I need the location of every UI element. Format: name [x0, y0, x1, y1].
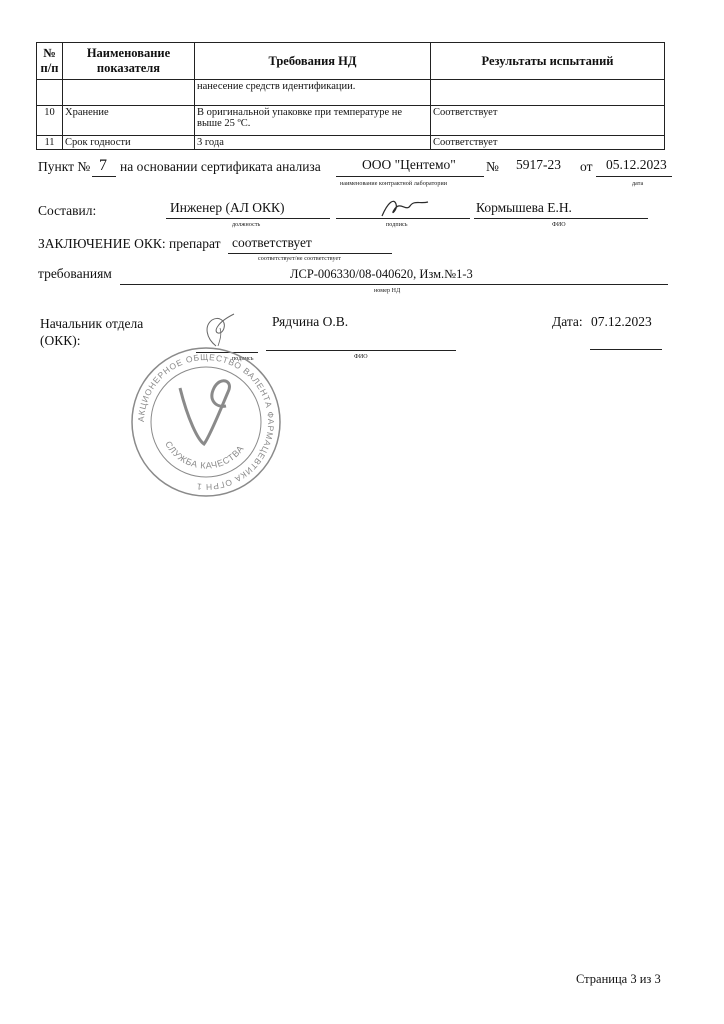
- conclusion-value: соответствует: [232, 235, 312, 250]
- head-name-underline: [266, 350, 456, 351]
- cell-name: Срок годности: [63, 136, 195, 150]
- date-caption: дата: [632, 181, 644, 187]
- cell-result: [431, 80, 665, 106]
- head-name: Рядчина О.В.: [272, 314, 349, 329]
- quality-stamp: [128, 344, 284, 500]
- requirements-label: требованиям: [38, 266, 112, 281]
- compiled-position: Инженер (АЛ ОКК): [170, 200, 285, 215]
- head-date: 07.12.2023: [591, 314, 652, 329]
- signature-underline: [336, 218, 470, 219]
- cell-requirement: В оригинальной упаковке при температуре не выше 25 ºС.: [195, 106, 431, 136]
- name-caption: ФИО: [552, 222, 566, 228]
- cert-num-label: №: [486, 159, 499, 174]
- cert-item-number: 7: [99, 157, 107, 174]
- col-header-name: Наименование показателя: [63, 43, 195, 80]
- conclusion-underline: [228, 253, 392, 254]
- page-number: Страница 3 из 3: [576, 972, 661, 986]
- head-name-caption: ФИО: [354, 354, 368, 360]
- stamp-center-text: СЛУЖБА КАЧЕСТВА: [163, 439, 246, 471]
- cell-result: Соответствует: [431, 136, 665, 150]
- cell-num: 10: [37, 106, 63, 136]
- table-header-row: [37, 43, 665, 80]
- cell-name: Хранение: [63, 106, 195, 136]
- compiled-name: Кормышева Е.Н.: [476, 200, 572, 215]
- item-underline: [92, 176, 116, 177]
- nd-caption: номер НД: [374, 288, 401, 294]
- lab-underline: [336, 176, 484, 177]
- cert-prefix: Пункт №: [38, 159, 91, 174]
- spec-table: [36, 42, 665, 150]
- position-underline: [166, 218, 330, 219]
- conclusion-caption: соответствует/не соответствует: [258, 256, 342, 262]
- svg-text:АКЦИОНЕРНОЕ ОБЩЕСТВО ВАЛЕНТА Ф: [136, 352, 276, 492]
- col-header-requirements: Требования НД: [195, 43, 431, 80]
- conclusion-label: ЗАКЛЮЧЕНИЕ ОКК: препарат: [38, 236, 221, 251]
- lab-caption: наименование контрактной лаборатории: [340, 181, 448, 187]
- stamp-logo-icon: [180, 381, 229, 444]
- table-row: [37, 136, 665, 150]
- head-label-line1: Начальник отдела: [40, 316, 144, 331]
- cert-number: 5917-23: [516, 157, 561, 172]
- cert-lab: ООО "Центемо": [362, 157, 456, 172]
- date-underline: [596, 176, 672, 177]
- head-date-underline: [590, 349, 662, 350]
- nd-underline: [120, 284, 668, 285]
- stamp-ring-text: АКЦИОНЕРНОЕ ОБЩЕСТВО ВАЛЕНТА ФАРМАЦЕВТИКА ОГРН 1: [135, 351, 277, 493]
- head-label-line2: (ОКК):: [40, 333, 81, 348]
- name-underline: [474, 218, 648, 219]
- compiled-label: Составил:: [38, 203, 97, 218]
- cell-num: [37, 80, 63, 106]
- cell-requirement: нанесение средств идентификации.: [195, 80, 431, 106]
- cell-name: [63, 80, 195, 106]
- table-row: [37, 106, 665, 136]
- position-caption: должность: [232, 222, 261, 228]
- col-header-results: Результаты испытаний: [431, 43, 665, 80]
- col-header-num: № п/п: [37, 43, 63, 80]
- signature-caption: подпись: [386, 222, 408, 228]
- cert-basis: на основании сертификата анализа: [120, 159, 321, 174]
- head-date-label: Дата:: [552, 314, 583, 329]
- head-signature-caption: подпись: [232, 356, 254, 362]
- cell-requirement: 3 года: [195, 136, 431, 150]
- cert-from-label: от: [580, 159, 593, 174]
- cert-date: 05.12.2023: [606, 157, 667, 172]
- cell-result: Соответствует: [431, 106, 665, 136]
- cell-num: 11: [37, 136, 63, 150]
- table-row: [37, 80, 665, 106]
- nd-number: ЛСР-006330/08-040620, Изм.№1-3: [290, 267, 473, 281]
